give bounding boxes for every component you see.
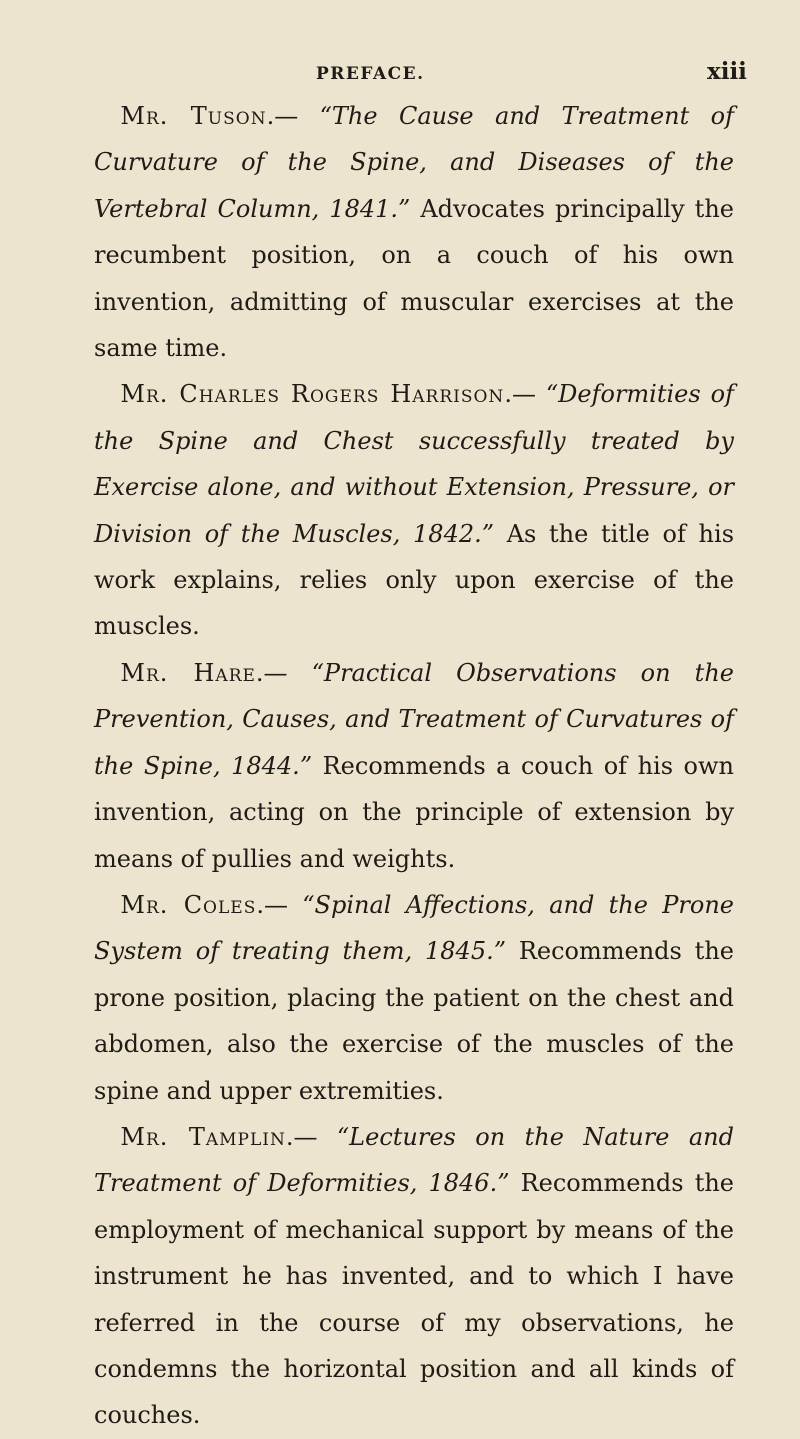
author-name: Mr. Coles: [120, 890, 257, 919]
entry-description: Recommends a couch of his own invention, acting on the principle of extension by means of pullies and weights.: [94, 751, 734, 873]
author-name: Mr. Tamplin: [120, 1122, 286, 1151]
work-title: “The Cause and Treatment of Curvature of the Spine, and Diseases of the Vertebral Column, 1841.”: [94, 102, 734, 223]
author-name: Mr. Hare: [120, 658, 256, 687]
work-title: “Deformities of the Spine and Chest successfully treated by Exercise alone, and without Extension, Pressure, or Division of the Muscles, 1842.”: [94, 380, 734, 548]
bibliography-entry-tamplin: Mr. Tamplin.— “Lectures on the Nature and Treatment of Deformities, 1846.” Recommends the employment of mechanical support by means of the instrument he has invented, and to which I have referred in the course of my observations, he condemns the horizontal position and all kinds of couches.: [94, 1122, 735, 1430]
work-title: “Practical Observations on the Prevention, Causes, and Treatment of Curvatures of the Spine, 1844.”: [94, 658, 734, 780]
author-name: Mr. Tuson: [120, 102, 267, 130]
author-name: Mr. Charles Rogers Harrison: [120, 380, 505, 409]
entry-description: Advocates principally the recumbent position, on a couch of his own invention, admitting of muscular exercises at the same time.: [94, 194, 734, 363]
running-title: PREFACE.: [316, 64, 425, 84]
work-title: “Spinal Affections, and the Prone System of treating them, 1845.”: [94, 890, 734, 966]
running-header: [0, 58, 800, 88]
bibliography-entry-hare: Mr. Hare.— “Practical Observations on the Prevention, Causes, and Treatment of Curvatures of the Spine, 1844.” Recommends a couch of his own invention, acting on the principle of extension by means of pullies and weights.: [94, 658, 734, 873]
bibliography-entry-tuson: Mr. Tuson.— “The Cause and Treatment of Curvature of the Spine, and Diseases of the Vertebral Column, 1841.” Advocates principally the recumbent position, on a couch of his own invention, admitting of muscular exercises at the same time.: [94, 102, 734, 363]
bibliography-entry-harrison: Mr. Charles Rogers Harrison.— “Deformities of the Spine and Chest successfully treated by Exercise alone, and without Extension, Pressure, or Division of the Muscles, 1842.” As the title of his work explains, relies only upon exercise of the muscles.: [94, 380, 735, 641]
entry-description: As the title of his work explains, relies only upon exercise of the muscles.: [94, 519, 735, 641]
page-number: xiii: [707, 58, 747, 85]
body-text: [94, 93, 734, 1439]
bibliography-entry-coles: Mr. Coles.— “Spinal Affections, and the Prone System of treating them, 1845.” Recommends the prone position, placing the patient on the chest and abdomen, also the exercise of the muscles of the spine and upper extremities.: [94, 890, 734, 1105]
entry-description: Recommends the employment of mechanical support by means of the instrument he has invented, and to which I have referred in the course of my observations, he condemns the horizontal position and all kinds of couches.: [94, 1169, 735, 1430]
work-title: “Lectures on the Nature and Treatment of Deformities, 1846.”: [94, 1122, 734, 1198]
entry-description: Recommends the prone position, placing the patient on the chest and abdomen, also the exercise of the muscles of the spine and upper extremities.: [94, 937, 734, 1105]
